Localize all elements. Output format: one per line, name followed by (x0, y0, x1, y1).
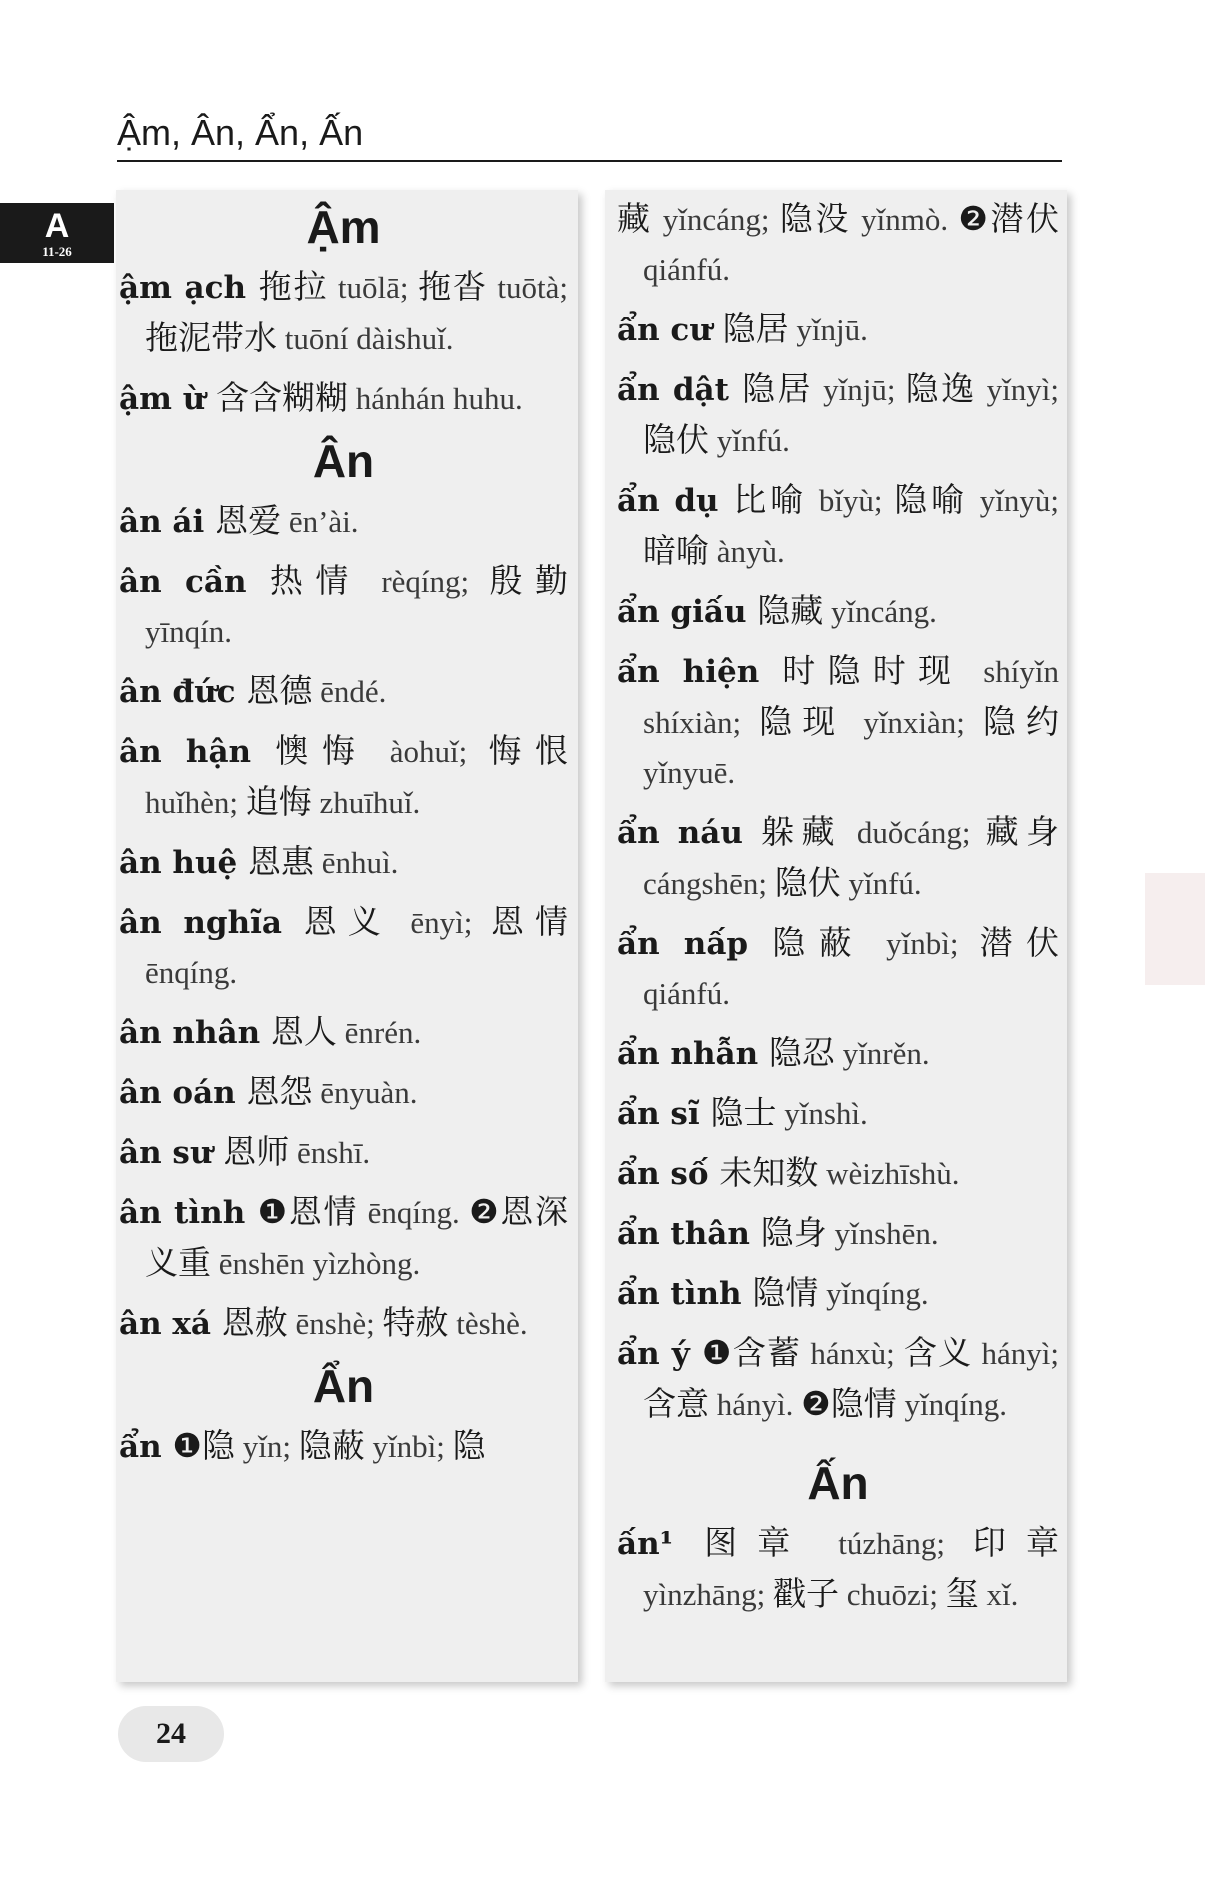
dictionary-entry: ẩn ❶隐 yǐn; 隐蔽 yǐnbì; 隐 (119, 1426, 486, 1465)
dictionary-entry: ân sư 恩师 ēnshī. (119, 1132, 371, 1171)
dictionary-entry: ẩn náu 躲藏 duǒcáng; 藏身 cángshēn; 隐伏 yǐnfú. (617, 812, 1060, 902)
dictionary-entry: ẩn tình 隐情 yǐnqíng. (617, 1273, 929, 1312)
dictionary-entry: ẩn thân 隐身 yǐnshēn. (617, 1213, 939, 1252)
dictionary-entry: ẩn sĩ 隐士 yǐnshì. (617, 1093, 868, 1132)
left-column (116, 190, 578, 1682)
section-heading: Ậm (306, 201, 381, 253)
right-column (605, 190, 1067, 1682)
dictionary-entry: ẩn nấp 隐蔽 yǐnbì; 潜伏 qiánfú. (617, 923, 1060, 1011)
dictionary-entry: ân nghĩa 恩义 ēnyì; 恩情 ēnqíng. (119, 902, 568, 990)
dictionary-entry: ẩn dụ 比喻 bǐyù; 隐喻 yǐnyù; 暗喻 ànyù. (617, 480, 1059, 570)
dictionary-entry: ẩn số 未知数 wèizhīshù. (617, 1153, 960, 1192)
dictionary-entry: ấn¹ 图章 túzhāng; 印章 yìnzhāng; 戳子 chuōzi; 玺 xǐ. (617, 1523, 1059, 1613)
dictionary-entry: ẩn nhẫn 隐忍 yǐnrěn. (617, 1033, 930, 1072)
edge-marker (1145, 873, 1205, 985)
dictionary-entry: ân cần 热情 rèqíng; 殷勤 yīnqín. (119, 561, 569, 649)
dictionary-entry: ẩn cư 隐居 yǐnjū. (617, 309, 868, 348)
dictionary-entry: ân hận 懊悔 àohuǐ; 悔恨 huǐhèn; 追悔 zhuīhuǐ. (119, 731, 569, 821)
dictionary-entry: ậm ạch 拖拉 tuōlā; 拖沓 tuōtà; 拖泥带水 tuōní dàishuǐ. (119, 267, 568, 357)
dictionary-entry: ân xá 恩赦 ēnshè; 特赦 tèshè. (119, 1303, 528, 1342)
section-heading: Ẩn (312, 1360, 375, 1412)
page-number: 24 (118, 1706, 224, 1762)
dictionary-entry: ân oán 恩怨 ēnyuàn. (119, 1072, 418, 1111)
dictionary-entry-continued: 藏 yǐncáng; 隐没 yǐnmò. ❷潜伏 qiánfú. (617, 199, 1060, 287)
section-heading: Ân (312, 435, 375, 487)
dictionary-entry: ẩn dật 隐居 yǐnjū; 隐逸 yǐnyì; 隐伏 yǐnfú. (617, 369, 1060, 459)
thumb-index-tab (0, 203, 114, 263)
dictionary-entry: ân ái 恩爱 ēn’ài. (119, 501, 359, 540)
dictionary-entry: ân nhân 恩人 ēnrén. (119, 1012, 422, 1051)
dictionary-entry: ẩn ý ❶含蓄 hánxù; 含义 hányì; 含意 hányì. ❷隐情 yǐnqíng. (617, 1333, 1059, 1423)
dictionary-entry: ẩn giấu 隐藏 yǐncáng. (617, 591, 937, 630)
dictionary-entry: ân tình ❶恩情 ēnqíng. ❷恩深义重 ēnshēn yìzhòng. (119, 1192, 568, 1282)
section-heading: Ấn (807, 1457, 869, 1509)
dictionary-entry: ẩn hiện 时隐时现 shíyǐn shíxiàn; 隐现 yǐnxiàn; 隐约 yǐnyuē. (617, 651, 1059, 790)
dictionary-entry: ân huệ 恩惠 ēnhuì. (119, 842, 399, 881)
thumb-tab-range: 11-26 (42, 244, 72, 259)
running-header: Ậm, Ân, Ẩn, Ấn (117, 110, 1062, 162)
thumb-tab-letter: A (44, 207, 70, 245)
dictionary-entry: ân đức 恩德 ēndé. (119, 671, 387, 710)
dictionary-entry: ậm ừ 含含糊糊 hánhán huhu. (119, 378, 523, 417)
